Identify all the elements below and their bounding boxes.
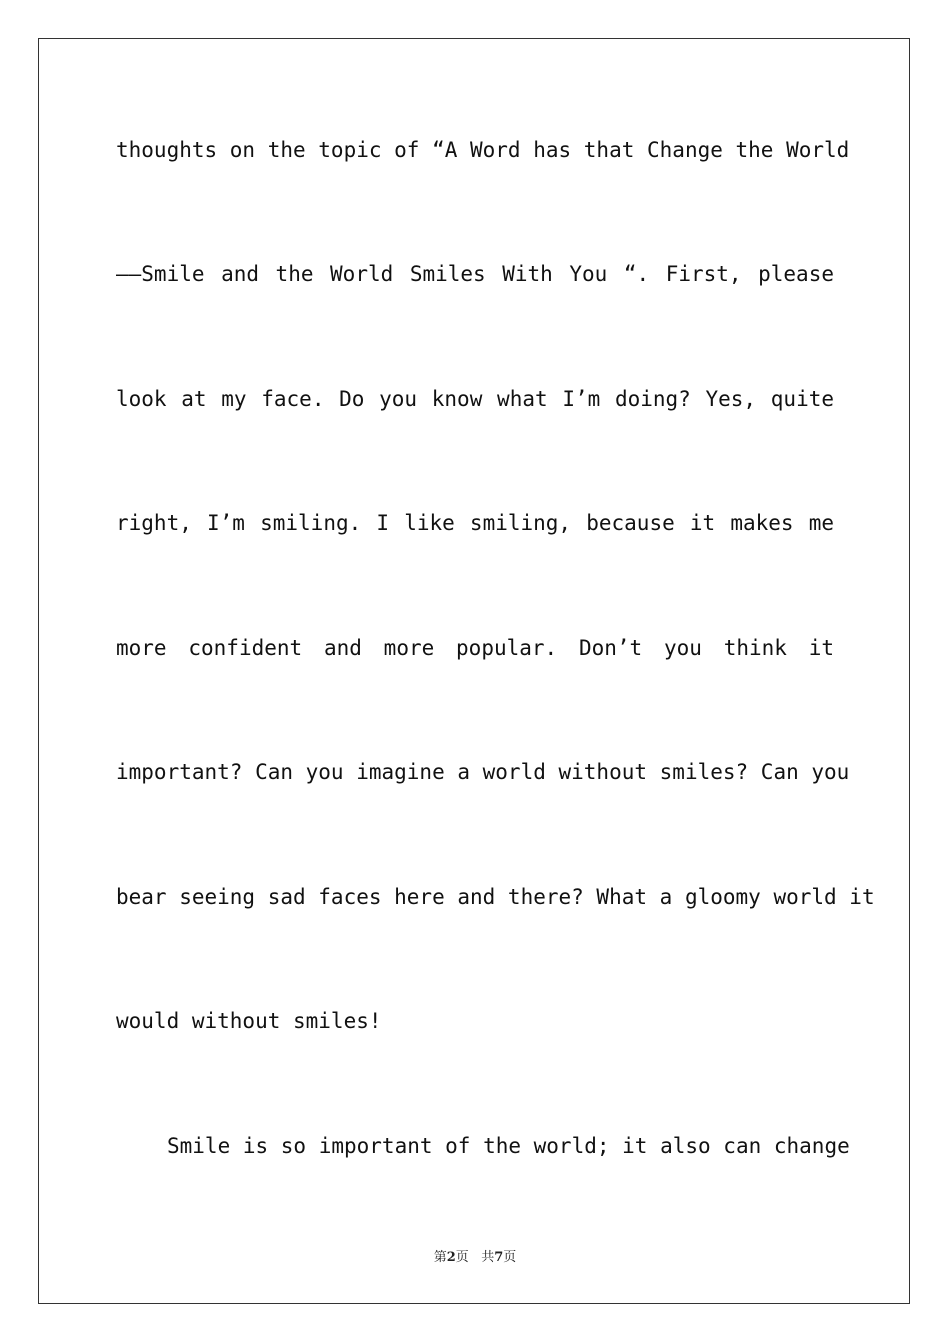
text-line: look at my face. Do you know what I’m doing? Yes, quite xyxy=(116,387,834,411)
text-line: thoughts on the topic of “A Word has that Change the World xyxy=(116,138,850,162)
text-line-paragraph-end: would without smiles! xyxy=(116,1009,382,1033)
page-suffix: 页 xyxy=(455,1250,469,1265)
text-line: more confident and more popular. Don’t you think it xyxy=(116,636,834,660)
text-line-paragraph-start: Smile is so important of the world; it also can change xyxy=(167,1134,850,1158)
text-line: bear seeing sad faces here and there? What a gloomy world it xyxy=(116,885,875,909)
current-page-number: 2 xyxy=(446,1250,456,1265)
total-prefix: 共 xyxy=(481,1250,495,1265)
text-line: important? Can you imagine a world without smiles? Can you xyxy=(116,760,850,784)
total-suffix: 页 xyxy=(503,1250,517,1265)
page-border xyxy=(38,38,910,1304)
text-line: ——Smile and the World Smiles With You “. First, please xyxy=(116,262,834,286)
text-line: right, I’m smiling. I like smiling, because it makes me xyxy=(116,511,834,535)
total-page-count: 7 xyxy=(494,1250,504,1265)
page-number-footer xyxy=(0,1246,950,1265)
page-prefix: 第 xyxy=(433,1250,447,1265)
